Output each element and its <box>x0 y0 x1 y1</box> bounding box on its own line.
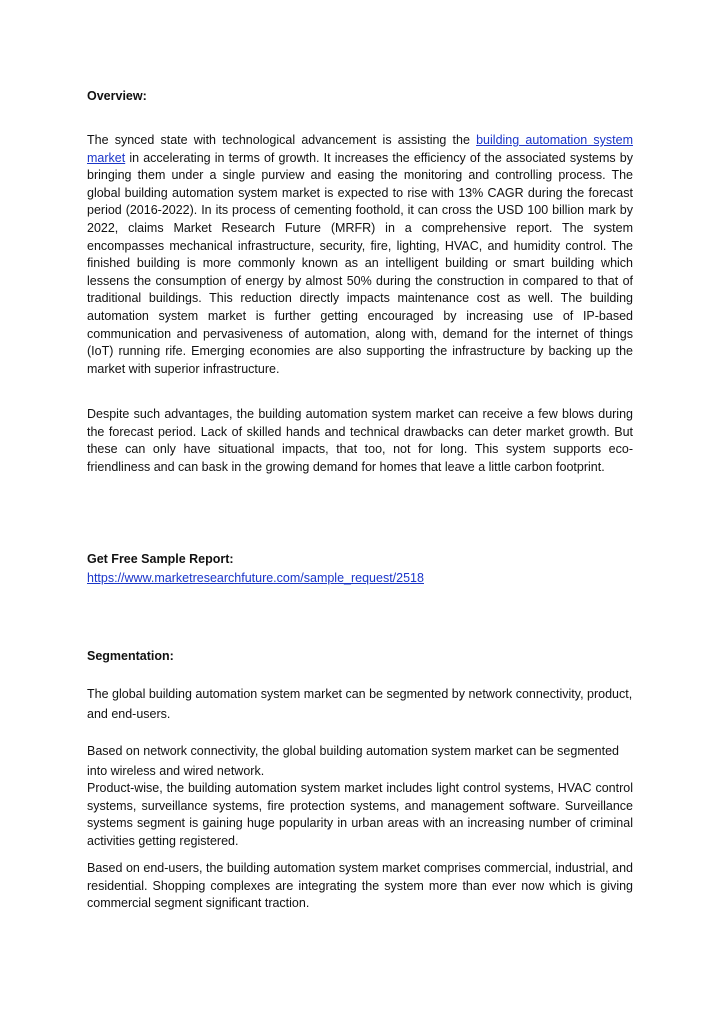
overview-heading: Overview: <box>87 89 147 103</box>
segmentation-paragraph-1: The global building automation system market can be segmented by network connectivity, product, and end-users. <box>87 687 633 721</box>
overview-p1-text-before: The synced state with technological advancement is assisting the <box>87 133 477 147</box>
segmentation-paragraph-2: Based on network connectivity, the global building automation system market can be segmented into wireless and wired network. <box>87 744 620 778</box>
overview-p1-text-after: in accelerating in terms of growth. It increases the efficiency of the associated systems by bringing them under a single purview and easing the monitoring and controlling process. The global building automation system market is expected to rise with 13% CAGR during the forecast period (2016-2022). In its process of cementing foothold, it can cross the USD 100 billion mark by 2022, claims Market Research Future (MRFR) in a comprehensive report. The system encompasses mechanical infrastructure, security, fire, lighting, HVAC, and humidity control. The finished building is more commonly known as an intelligent building or smart building which lessens the consumption of energy by almost 50% during the construction in compared to that of traditional buildings. This reduction directly impacts maintenance cost as well. The building automation system market is further getting encouraged by increasing use of IP-based communication and pervasiveness of automation, along with, demand for the internet of things (IoT) running rife. Emerging economies are also supporting the infrastructure by backing up the market with superior infrastructure. <box>87 150 633 376</box>
overview-paragraph-2: Despite such advantages, the building automation system market can receive a few blows during the forecast period. Lack of skilled hands and technical drawbacks can deter market growth. But these can only have situational impacts, that too, not for long. This system supports eco-friendliness and can bask in the growing demand for homes that leave a little carbon footprint. <box>87 407 633 474</box>
sample-report-heading: Get Free Sample Report: <box>87 552 234 566</box>
building-automation-market-link[interactable]: building automation system market <box>87 133 633 165</box>
segmentation-paragraph-3: Product-wise, the building automation system market includes light control systems, HVAC control systems, surveillance systems, fire protection systems, and management software. Surveillance systems segment is gaining huge popularity in urban areas with an increasing number of criminal activities getting registered. <box>87 781 633 848</box>
sample-report-link[interactable]: https://www.marketresearchfuture.com/sample_request/2518 <box>87 571 424 585</box>
overview-paragraph-1 <box>87 132 633 378</box>
document-page <box>87 0 633 1018</box>
segmentation-paragraph-4: Based on end-users, the building automation system market comprises commercial, industrial, and residential. Shopping complexes are integrating the system more than ever now which is giving commercial segment significant traction. <box>87 861 633 911</box>
segmentation-heading: Segmentation: <box>87 649 174 663</box>
